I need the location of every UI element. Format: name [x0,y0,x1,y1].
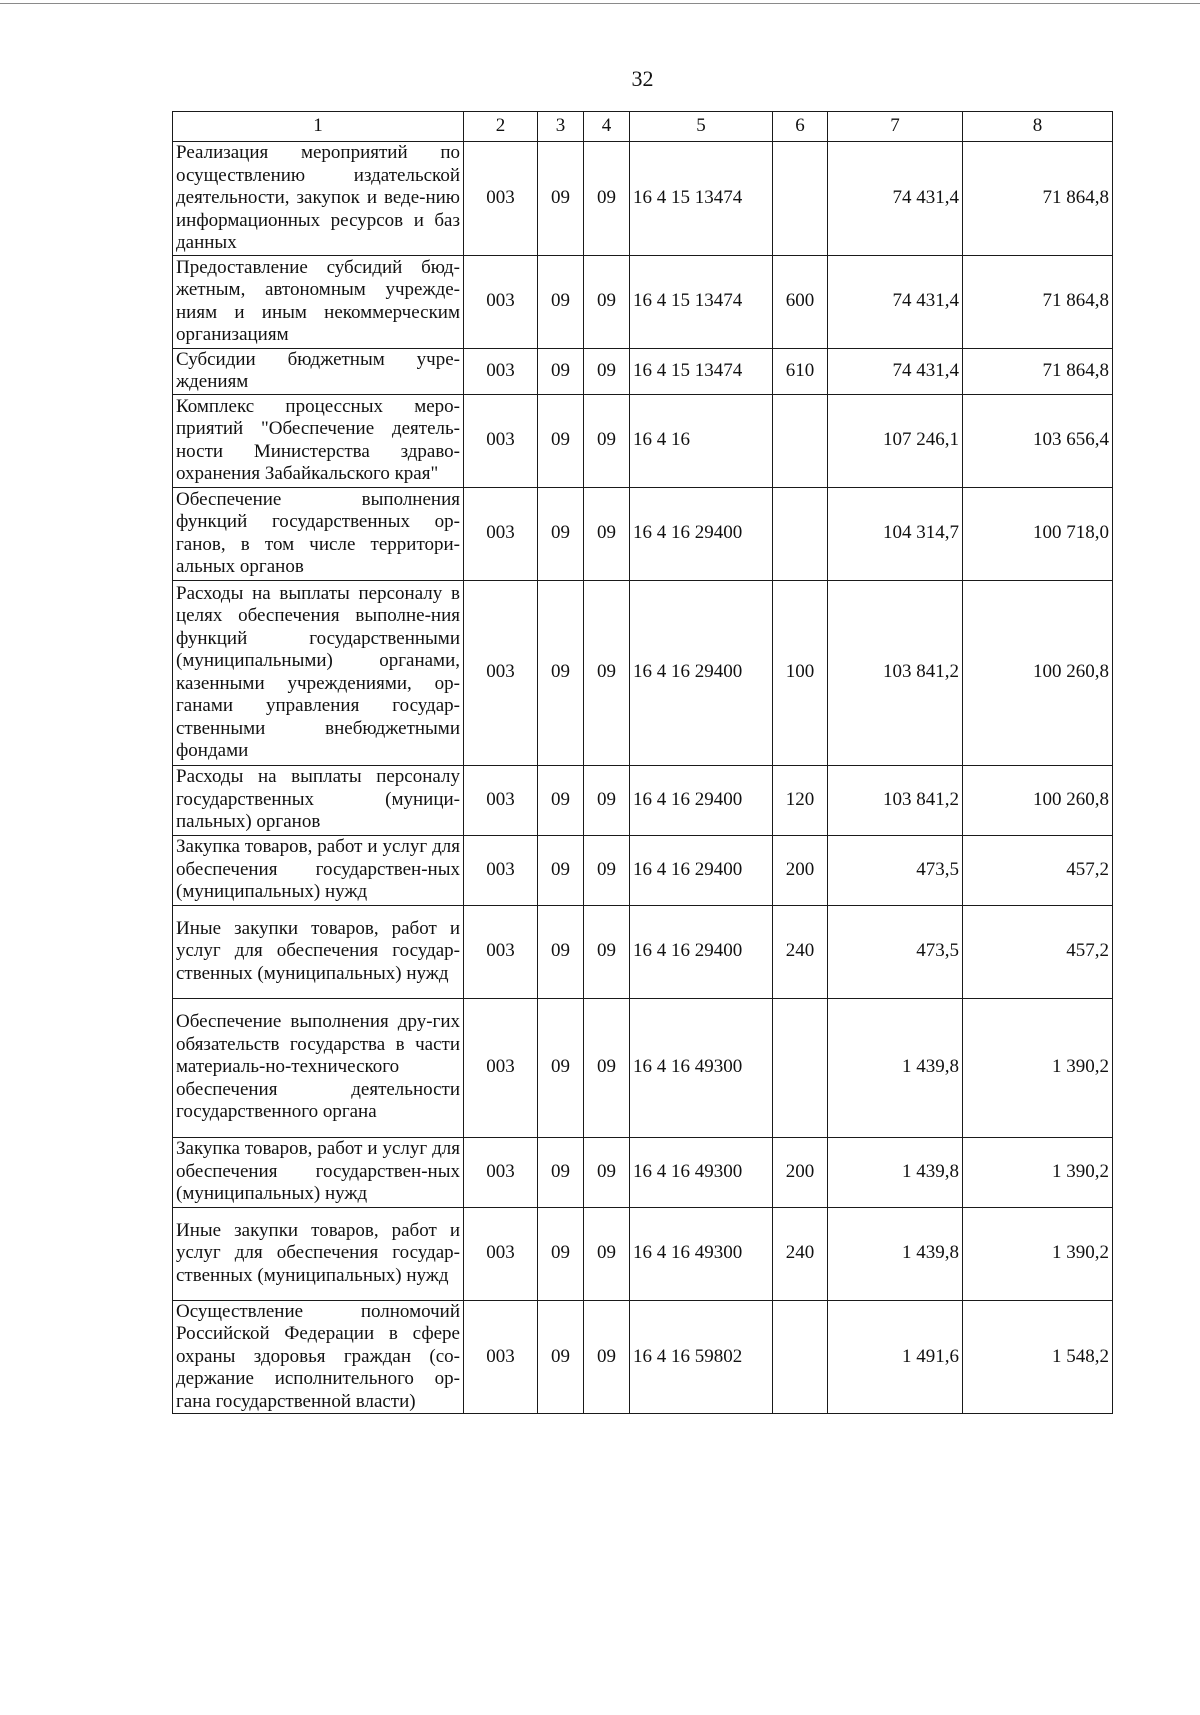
top-scan-rule [0,3,1200,4]
table-header-row [173,112,1113,142]
target-article-cell: 16 4 16 29400 [630,487,773,580]
code-cell: 003 [464,142,538,256]
expense-type-cell: 240 [773,1207,828,1300]
subsection-cell: 09 [584,998,630,1137]
amount-col7-cell: 1 439,8 [828,998,963,1137]
section-cell: 09 [538,255,584,348]
amount-col7-cell: 104 314,7 [828,487,963,580]
target-article-cell: 16 4 16 49300 [630,1137,773,1207]
subsection-cell: 09 [584,487,630,580]
section-cell: 09 [538,998,584,1137]
section-cell: 09 [538,580,584,765]
section-cell: 09 [538,1300,584,1414]
target-article-cell: 16 4 15 13474 [630,142,773,256]
item-name-cell: Закупка товаров, работ и услуг для обеспечения государствен-ных (муниципальных) нужд [173,1137,464,1207]
item-name-cell: Обеспечение выполнения дру-гих обязательств государства в части материаль-но-технического обеспечения деятельности государственного органа [173,998,464,1137]
amount-col8-cell: 100 260,8 [963,765,1113,835]
budget-table-body [173,112,1113,1414]
code-cell: 003 [464,348,538,394]
expense-type-cell [773,998,828,1137]
expense-type-cell [773,394,828,487]
column-header: 3 [538,112,584,142]
amount-col8-cell: 1 390,2 [963,1137,1113,1207]
target-article-cell: 16 4 16 29400 [630,835,773,905]
target-article-cell: 16 4 16 29400 [630,905,773,998]
expense-type-cell [773,1300,828,1414]
table-row [173,394,1113,487]
table-row [173,487,1113,580]
target-article-cell: 16 4 16 49300 [630,1207,773,1300]
section-cell: 09 [538,905,584,998]
amount-col8-cell: 103 656,4 [963,394,1113,487]
code-cell: 003 [464,487,538,580]
table-row [173,905,1113,998]
expense-type-cell [773,142,828,256]
amount-col8-cell: 457,2 [963,835,1113,905]
expense-type-cell: 600 [773,255,828,348]
section-cell: 09 [538,487,584,580]
item-name-cell: Расходы на выплаты персоналу государственных (муници-пальных) органов [173,765,464,835]
code-cell: 003 [464,905,538,998]
subsection-cell: 09 [584,1300,630,1414]
target-article-cell: 16 4 16 49300 [630,998,773,1137]
section-cell: 09 [538,765,584,835]
column-header: 8 [963,112,1113,142]
amount-col8-cell: 100 260,8 [963,580,1113,765]
item-name-cell: Реализация мероприятий по осуществлению издательской деятельности, закупок и веде-нию информационных ресурсов и баз данных [173,142,464,256]
column-header: 7 [828,112,963,142]
section-cell: 09 [538,394,584,487]
item-name-cell: Иные закупки товаров, работ и услуг для обеспечения государ-ственных (муниципальных) нужд [173,905,464,998]
item-name-cell: Закупка товаров, работ и услуг для обеспечения государствен-ных (муниципальных) нужд [173,835,464,905]
target-article-cell: 16 4 16 [630,394,773,487]
subsection-cell: 09 [584,142,630,256]
column-header: 4 [584,112,630,142]
amount-col7-cell: 107 246,1 [828,394,963,487]
target-article-cell: 16 4 16 29400 [630,765,773,835]
amount-col7-cell: 103 841,2 [828,580,963,765]
amount-col8-cell: 1 548,2 [963,1300,1113,1414]
amount-col7-cell: 473,5 [828,835,963,905]
column-header: 1 [173,112,464,142]
item-name-cell: Расходы на выплаты персоналу в целях обеспечения выполне-ния функций государственными (муниципальными) органами, казенными учреждениями, ор-ганами управления государ-ственными внебюджетными фондами [173,580,464,765]
subsection-cell: 09 [584,765,630,835]
item-name-cell: Иные закупки товаров, работ и услуг для обеспечения государ-ственных (муниципальных) нужд [173,1207,464,1300]
item-name-cell: Осуществление полномочий Российской Федерации в сфере охраны здоровья граждан (со-держание исполнительного ор-гана государственной власти) [173,1300,464,1414]
target-article-cell: 16 4 16 29400 [630,580,773,765]
amount-col7-cell: 1 439,8 [828,1207,963,1300]
subsection-cell: 09 [584,1207,630,1300]
amount-col8-cell: 100 718,0 [963,487,1113,580]
expense-type-cell: 100 [773,580,828,765]
item-name-cell: Субсидии бюджетным учре-ждениям [173,348,464,394]
amount-col8-cell: 71 864,8 [963,348,1113,394]
amount-col7-cell: 74 431,4 [828,348,963,394]
subsection-cell: 09 [584,580,630,765]
section-cell: 09 [538,1207,584,1300]
amount-col7-cell: 1 491,6 [828,1300,963,1414]
expense-type-cell: 240 [773,905,828,998]
amount-col8-cell: 1 390,2 [963,998,1113,1137]
amount-col8-cell: 71 864,8 [963,142,1113,256]
table-row [173,142,1113,256]
code-cell: 003 [464,1137,538,1207]
subsection-cell: 09 [584,905,630,998]
section-cell: 09 [538,835,584,905]
expense-type-cell [773,487,828,580]
target-article-cell: 16 4 16 59802 [630,1300,773,1414]
table-row [173,998,1113,1137]
amount-col8-cell: 457,2 [963,905,1113,998]
item-name-cell: Комплекс процессных меро-приятий "Обеспечение деятель-ности Министерства здраво-охранения Забайкальского края" [173,394,464,487]
amount-col7-cell: 473,5 [828,905,963,998]
table-row [173,1300,1113,1414]
table-row [173,765,1113,835]
table-row [173,255,1113,348]
section-cell: 09 [538,142,584,256]
code-cell: 003 [464,580,538,765]
expense-type-cell: 200 [773,1137,828,1207]
subsection-cell: 09 [584,348,630,394]
table-row [173,835,1113,905]
expense-type-cell: 120 [773,765,828,835]
table-row [173,348,1113,394]
page-number: 32 [631,66,654,91]
code-cell: 003 [464,1300,538,1414]
subsection-cell: 09 [584,255,630,348]
subsection-cell: 09 [584,394,630,487]
column-header: 5 [630,112,773,142]
amount-col7-cell: 1 439,8 [828,1137,963,1207]
amount-col7-cell: 74 431,4 [828,255,963,348]
section-cell: 09 [538,1137,584,1207]
item-name-cell: Предоставление субсидий бюд-жетным, автономным учрежде-ниям и иным некоммерческим организациям [173,255,464,348]
expense-type-cell: 610 [773,348,828,394]
code-cell: 003 [464,765,538,835]
column-header: 2 [464,112,538,142]
code-cell: 003 [464,394,538,487]
table-row [173,1137,1113,1207]
amount-col8-cell: 1 390,2 [963,1207,1113,1300]
amount-col7-cell: 74 431,4 [828,142,963,256]
subsection-cell: 09 [584,835,630,905]
column-header: 6 [773,112,828,142]
code-cell: 003 [464,1207,538,1300]
code-cell: 003 [464,998,538,1137]
code-cell: 003 [464,835,538,905]
target-article-cell: 16 4 15 13474 [630,348,773,394]
table-row [173,580,1113,765]
target-article-cell: 16 4 15 13474 [630,255,773,348]
table-row [173,1207,1113,1300]
amount-col8-cell: 71 864,8 [963,255,1113,348]
subsection-cell: 09 [584,1137,630,1207]
section-cell: 09 [538,348,584,394]
expense-type-cell: 200 [773,835,828,905]
budget-table [172,111,1113,1414]
item-name-cell: Обеспечение выполнения функций государственных ор-ганов, в том числе территори-альных органов [173,487,464,580]
amount-col7-cell: 103 841,2 [828,765,963,835]
code-cell: 003 [464,255,538,348]
